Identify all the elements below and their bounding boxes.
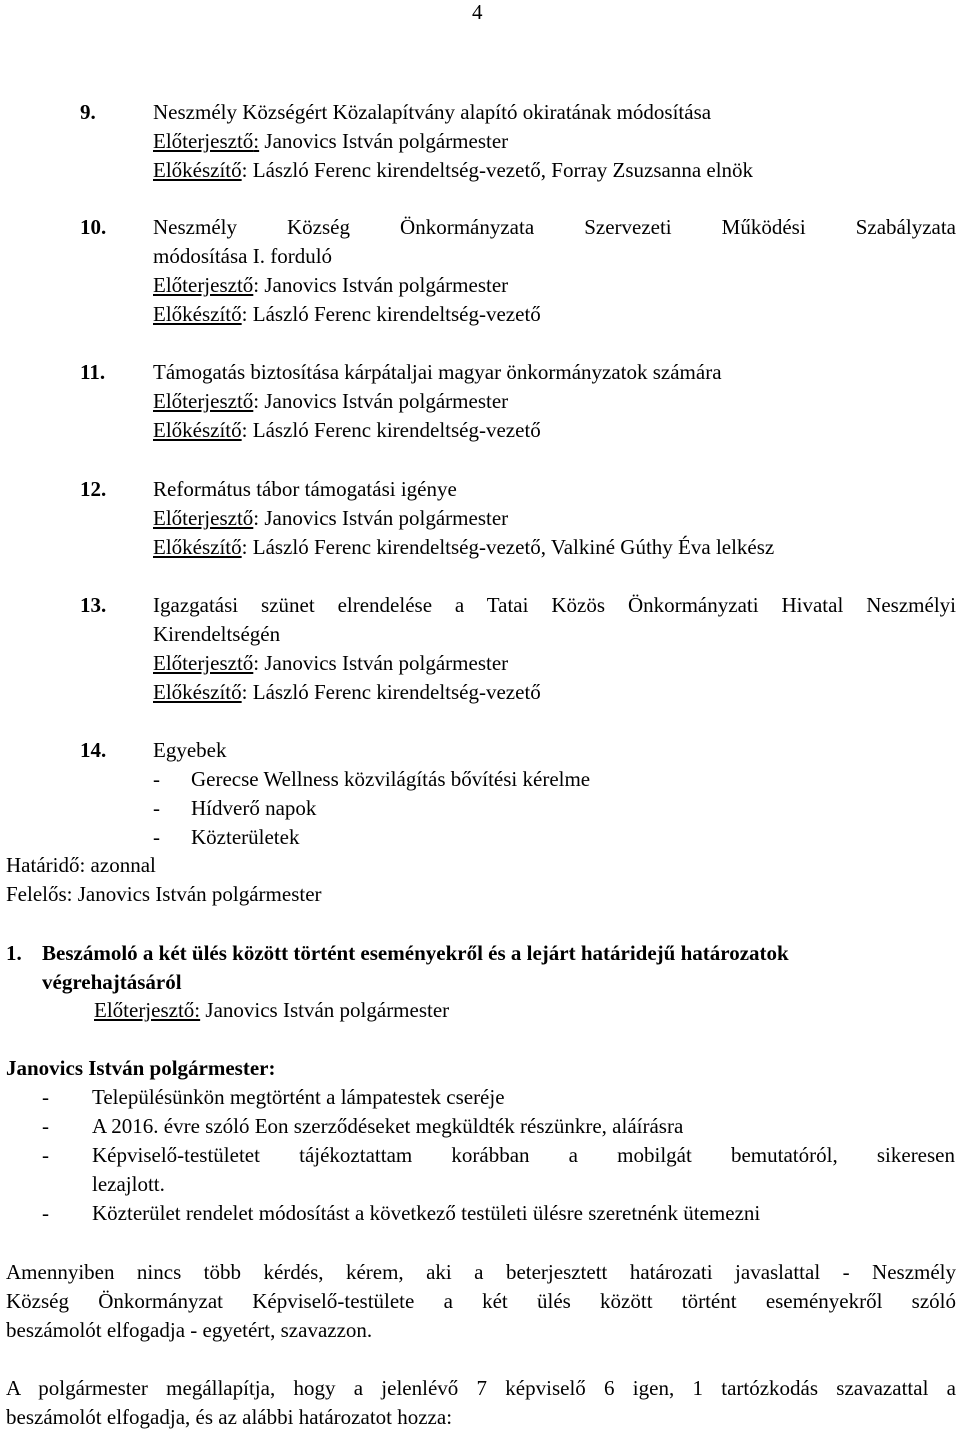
elokeszito-line: [153, 301, 541, 327]
elokeszito-label: Előkészítő: [153, 680, 242, 704]
elokeszito-line: [153, 417, 541, 443]
paragraph-line: beszámolót elfogadja, és az alábbi határozatot hozza:: [6, 1405, 453, 1429]
elokeszito-name: : László Ferenc kirendeltség-vezető: [241, 418, 541, 442]
list-dash: -: [42, 1085, 49, 1109]
elokeszito-label: Előkészítő: [153, 418, 242, 442]
speaker: Janovics István polgármester:: [6, 1056, 276, 1080]
eloterjeszto-name: : Janovics István polgármester: [253, 506, 509, 530]
list-item: Közterületek: [191, 825, 300, 849]
eloterjeszto-colon: :: [253, 129, 260, 153]
item-title-cont: Kirendeltségén: [153, 622, 281, 646]
elokeszito-name: : László Ferenc kirendeltség-vezető, Forray Zsuzsanna elnök: [241, 158, 754, 182]
felelos: Felelős: Janovics István polgármester: [6, 882, 322, 906]
list-dash: -: [153, 767, 160, 791]
item-number: 14.: [80, 738, 107, 762]
elokeszito-name: : László Ferenc kirendeltség-vezető, Valkiné Gúthy Éva lelkész: [241, 535, 775, 559]
item-number: 10.: [80, 215, 107, 239]
list-dash: -: [153, 825, 160, 849]
elokeszito-name: : László Ferenc kirendeltség-vezető: [241, 680, 541, 704]
list-dash: -: [42, 1201, 49, 1225]
list-dash: -: [153, 796, 160, 820]
list-item: A 2016. évre szóló Eon szerződéseket megküldték részünkre, aláírásra: [92, 1114, 684, 1138]
eloterjeszto-label: Előterjesztő: [153, 389, 254, 413]
elokeszito-line: [153, 534, 774, 560]
eloterjeszto-label: Előterjesztő: [153, 129, 254, 153]
item-number: 12.: [80, 477, 107, 501]
eloterjeszto-name: Janovics István polgármester: [200, 998, 450, 1022]
elokeszito-label: Előkészítő: [153, 535, 242, 559]
elokeszito-label: Előkészítő: [153, 302, 242, 326]
eloterjeszto-name: : Janovics István polgármester: [253, 651, 509, 675]
page-number: 4: [472, 0, 483, 24]
item-title: Református tábor támogatási igénye: [153, 477, 457, 501]
eloterjeszto-label: Előterjesztő: [153, 651, 254, 675]
eloterjeszto-line: [153, 650, 508, 676]
eloterjeszto-line: [153, 272, 508, 298]
list-item: Képviselő-testületet tájékoztattam korábban a mobilgát bemutatóról, sikeresen: [92, 1143, 955, 1167]
list-item: Hídverő napok: [191, 796, 317, 820]
list-item: Településünkön megtörtént a lámpatestek cseréje: [92, 1085, 505, 1109]
list-item-cont: lezajlott.: [92, 1172, 165, 1196]
elokeszito-line: [153, 679, 541, 705]
item-title: Egyebek: [153, 738, 227, 762]
eloterjeszto-line: [153, 388, 508, 414]
eloterjeszto-line: [94, 997, 449, 1023]
paragraph-line: beszámolót elfogadja - egyetért, szavazzon.: [6, 1318, 373, 1342]
list-item: Közterület rendelet módosítást a következő testületi ülésre szeretnénk ütemezni: [92, 1201, 761, 1225]
eloterjeszto-name: : Janovics István polgármester: [253, 389, 509, 413]
item-number: 9.: [80, 100, 96, 124]
list-dash: -: [42, 1143, 49, 1167]
elokeszito-line: [153, 157, 753, 183]
eloterjeszto-name: Janovics István polgármester: [259, 129, 509, 153]
item-number: 11.: [80, 360, 106, 384]
elokeszito-name: : László Ferenc kirendeltség-vezető: [241, 302, 541, 326]
item-title-cont: módosítása I. forduló: [153, 244, 333, 268]
section-title: Beszámoló a két ülés között történt eseményekről és a lejárt határidejű határozatok: [42, 941, 789, 965]
eloterjeszto-label: Előterjesztő: [153, 273, 254, 297]
paragraph-line: Amennyiben nincs több kérdés, kérem, aki a beterjesztett határozati javaslattal - Neszmély: [6, 1260, 956, 1284]
item-title: Neszmély Községért Közalapítvány alapító okiratának módosítása: [153, 100, 712, 124]
item-title: Igazgatási szünet elrendelése a Tatai Közös Önkormányzati Hivatal Neszmélyi: [153, 593, 956, 617]
item-title: Támogatás biztosítása kárpátaljai magyar önkormányzatok számára: [153, 360, 722, 384]
section-number: 1.: [6, 941, 22, 965]
section-title-cont: végrehajtásáról: [42, 970, 182, 994]
eloterjeszto-label: Előterjesztő:: [94, 998, 201, 1022]
eloterjeszto-line: [153, 505, 508, 531]
list-dash: -: [42, 1114, 49, 1138]
paragraph-line: Község Önkormányzat Képviselő-testülete a két ülés között történt eseményekről szóló: [6, 1289, 956, 1313]
item-title: Neszmély Község Önkormányzata Szervezeti Működési Szabályzata: [153, 215, 956, 239]
eloterjeszto-label: Előterjesztő: [153, 506, 254, 530]
hatarido: Határidő: azonnal: [6, 853, 156, 877]
eloterjeszto-name: : Janovics István polgármester: [253, 273, 509, 297]
eloterjeszto-line: [153, 128, 508, 154]
list-item: Gerecse Wellness közvilágítás bővítési kérelme: [191, 767, 591, 791]
elokeszito-label: Előkészítő: [153, 158, 242, 182]
paragraph-line: A polgármester megállapítja, hogy a jelenlévő 7 képviselő 6 igen, 1 tartózkodás szavazattal a: [6, 1376, 956, 1400]
item-number: 13.: [80, 593, 107, 617]
